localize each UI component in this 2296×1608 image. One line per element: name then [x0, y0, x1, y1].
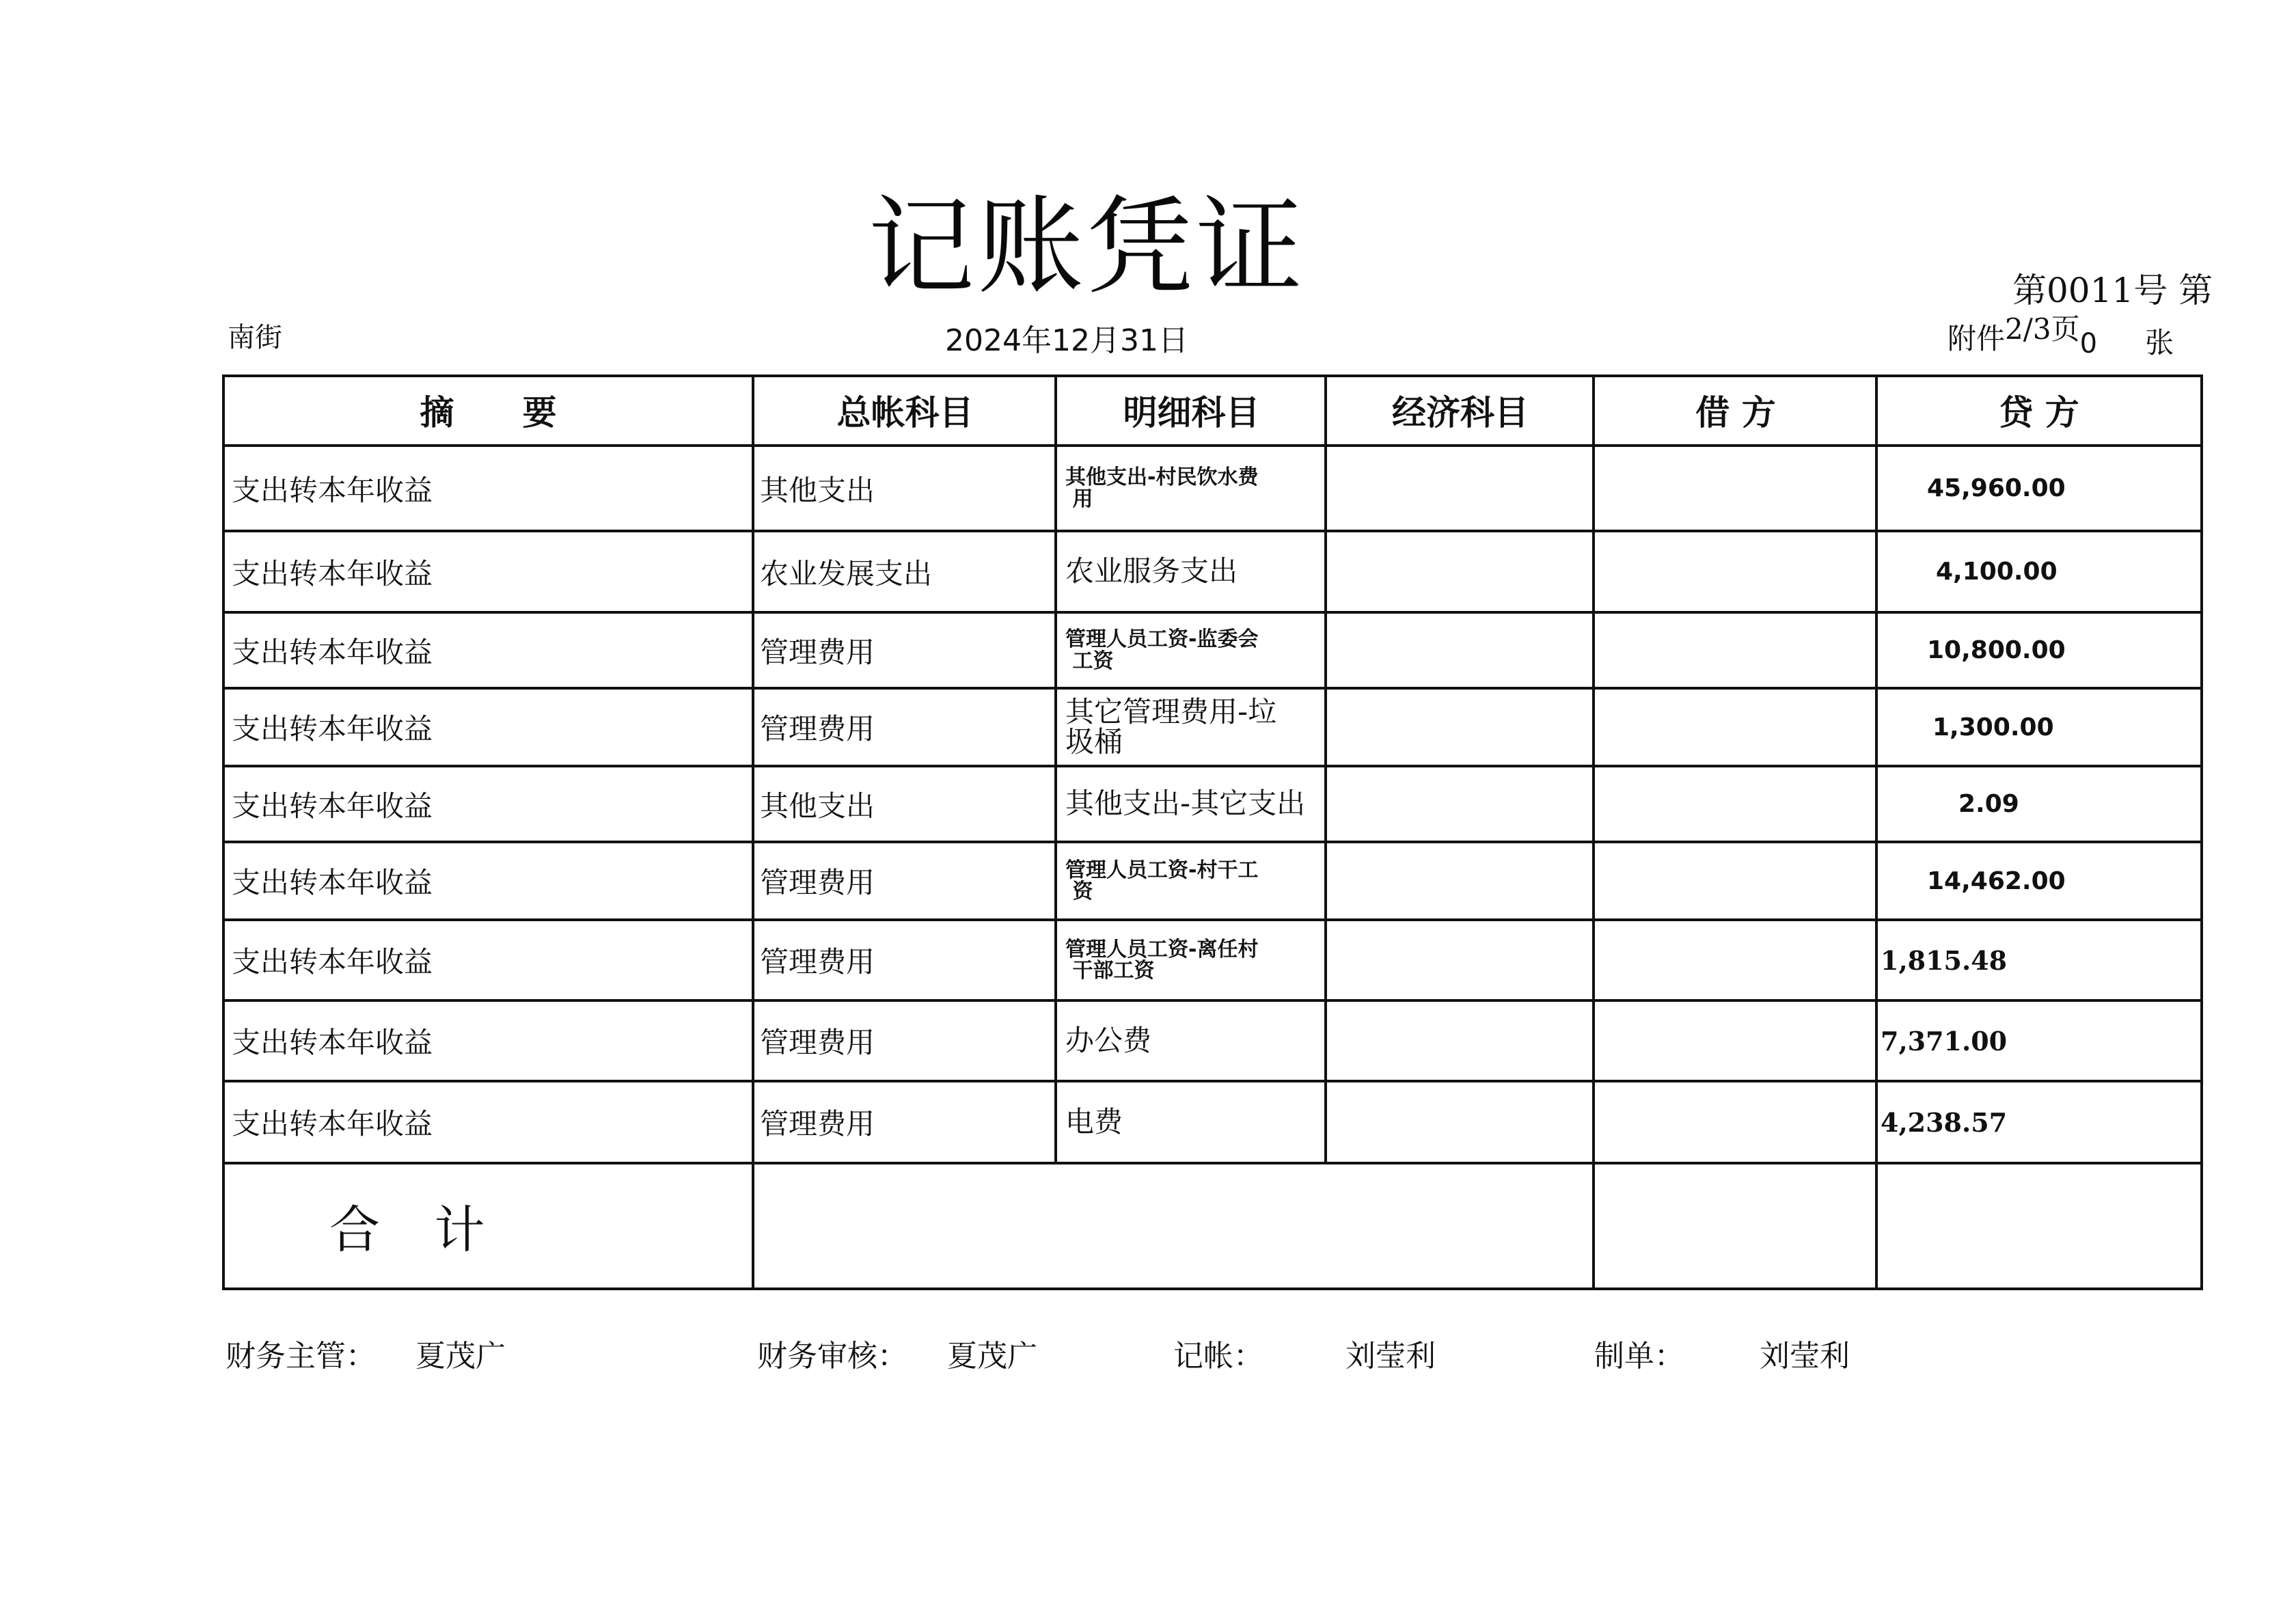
- row-economic-account: [1327, 843, 1592, 918]
- row-summary: 支出转本年收益: [232, 712, 433, 746]
- page-indicator: 2/3页: [2005, 312, 2080, 346]
- bookkeeper-name: 刘莹利: [1345, 1339, 1436, 1374]
- preparer-label: 制单：: [1594, 1339, 1684, 1374]
- preparer-name: 刘莹利: [1760, 1339, 1850, 1374]
- row-detail-account: 农业服务支出: [1065, 554, 1238, 588]
- row-summary: 支出转本年收益: [232, 635, 433, 669]
- row-debit-amount: [1595, 921, 1875, 999]
- row-debit-amount: [1595, 447, 1875, 530]
- row-economic-account: [1327, 532, 1592, 611]
- row-detail-account: 管理人员工资-离任村 干部工资: [1065, 937, 1259, 983]
- row-general-account: 其他支出: [760, 473, 875, 507]
- attachment-info: [1948, 312, 2174, 359]
- row-credit-amount: 10,800.00: [1927, 636, 2066, 664]
- voucher-number: 第0011号 第: [2012, 271, 2213, 310]
- table-row-line: [222, 1162, 2203, 1164]
- row-economic-account: [1327, 690, 1592, 765]
- row-summary: 支出转本年收益: [232, 473, 433, 507]
- col-header-economic-account: 经济科目: [1392, 393, 1529, 433]
- row-debit-amount: [1595, 532, 1875, 611]
- row-general-account: 管理费用: [760, 866, 875, 899]
- row-debit-amount: [1595, 690, 1875, 765]
- col-header-credit: 贷 方: [1999, 393, 2079, 433]
- finance-auditor-name: 夏茂广: [947, 1339, 1037, 1374]
- row-detail-account: 管理人员工资-村干工 资: [1065, 858, 1259, 903]
- row-credit-amount: 7,371.00: [1881, 1025, 2008, 1057]
- finance-auditor-label: 财务审核：: [757, 1339, 907, 1374]
- table-column-line: [1875, 374, 1878, 1290]
- attachment-count: 0: [2079, 328, 2098, 359]
- finance-supervisor-label: 财务主管：: [226, 1339, 376, 1374]
- row-credit-amount: 2.09: [1958, 790, 2019, 818]
- row-debit-amount: [1595, 614, 1875, 687]
- col-header-summary: 摘 要: [420, 393, 557, 433]
- row-summary: 支出转本年收益: [232, 866, 433, 899]
- row-economic-account: [1327, 1082, 1592, 1162]
- row-economic-account: [1327, 614, 1592, 687]
- row-economic-account: [1327, 767, 1592, 841]
- row-credit-amount: 4,100.00: [1936, 558, 2058, 586]
- table-row-line: [222, 1287, 2203, 1290]
- row-economic-account: [1327, 921, 1592, 999]
- row-general-account: 管理费用: [760, 945, 875, 979]
- row-detail-account: 其他支出-村民饮水费 用: [1065, 465, 1259, 511]
- row-summary: 支出转本年收益: [232, 945, 433, 979]
- row-summary: 支出转本年收益: [232, 789, 433, 823]
- row-credit-amount: 45,960.00: [1927, 474, 2066, 502]
- finance-supervisor-name: 夏茂广: [415, 1339, 506, 1374]
- row-summary: 支出转本年收益: [232, 1107, 433, 1141]
- row-general-account: 其他支出: [760, 789, 875, 823]
- row-detail-account: 其它管理费用-垃 圾桶: [1065, 694, 1277, 759]
- voucher-date: 2024年12月31日: [945, 323, 1188, 358]
- row-economic-account: [1327, 447, 1592, 530]
- bookkeeper: [1173, 1331, 1436, 1375]
- total-label: 合 计: [329, 1201, 504, 1259]
- row-credit-amount: 14,462.00: [1927, 867, 2066, 895]
- col-header-debit: 借 方: [1695, 393, 1776, 433]
- row-debit-amount: [1595, 1002, 1875, 1080]
- table-column-line: [2200, 374, 2203, 1290]
- attachment-label: 附件: [1948, 322, 2006, 355]
- row-economic-account: [1327, 1002, 1592, 1080]
- row-summary: 支出转本年收益: [232, 556, 433, 590]
- unit-name: 南街: [228, 322, 282, 353]
- row-detail-account: 办公费: [1065, 1023, 1152, 1057]
- row-credit-amount: 4,238.57: [1881, 1106, 2008, 1138]
- finance-auditor: [757, 1331, 1037, 1375]
- attachment-unit: 张: [2145, 326, 2174, 359]
- row-general-account: 管理费用: [760, 635, 875, 669]
- row-credit-amount: 1,815.48: [1881, 944, 2008, 976]
- row-debit-amount: [1595, 1082, 1875, 1162]
- row-debit-amount: [1595, 843, 1875, 918]
- row-general-account: 管理费用: [760, 1107, 875, 1141]
- row-general-account: 管理费用: [760, 1026, 875, 1059]
- row-debit-amount: [1595, 767, 1875, 841]
- row-detail-account: 其他支出-其它支出: [1065, 787, 1306, 821]
- row-detail-account: 电费: [1065, 1104, 1123, 1139]
- row-general-account: 管理费用: [760, 712, 875, 746]
- col-header-general-account: 总帐科目: [836, 393, 974, 433]
- row-summary: 支出转本年收益: [232, 1026, 433, 1059]
- finance-supervisor: [226, 1331, 506, 1375]
- document-title: 记账凭证: [868, 185, 1305, 309]
- col-header-detail-account: 明细科目: [1123, 393, 1260, 433]
- bookkeeper-label: 记帐：: [1173, 1339, 1263, 1374]
- row-general-account: 农业发展支出: [760, 556, 933, 590]
- row-credit-amount: 1,300.00: [1932, 713, 2054, 741]
- row-detail-account: 管理人员工资-监委会 工资: [1065, 627, 1259, 673]
- preparer: [1594, 1331, 1850, 1375]
